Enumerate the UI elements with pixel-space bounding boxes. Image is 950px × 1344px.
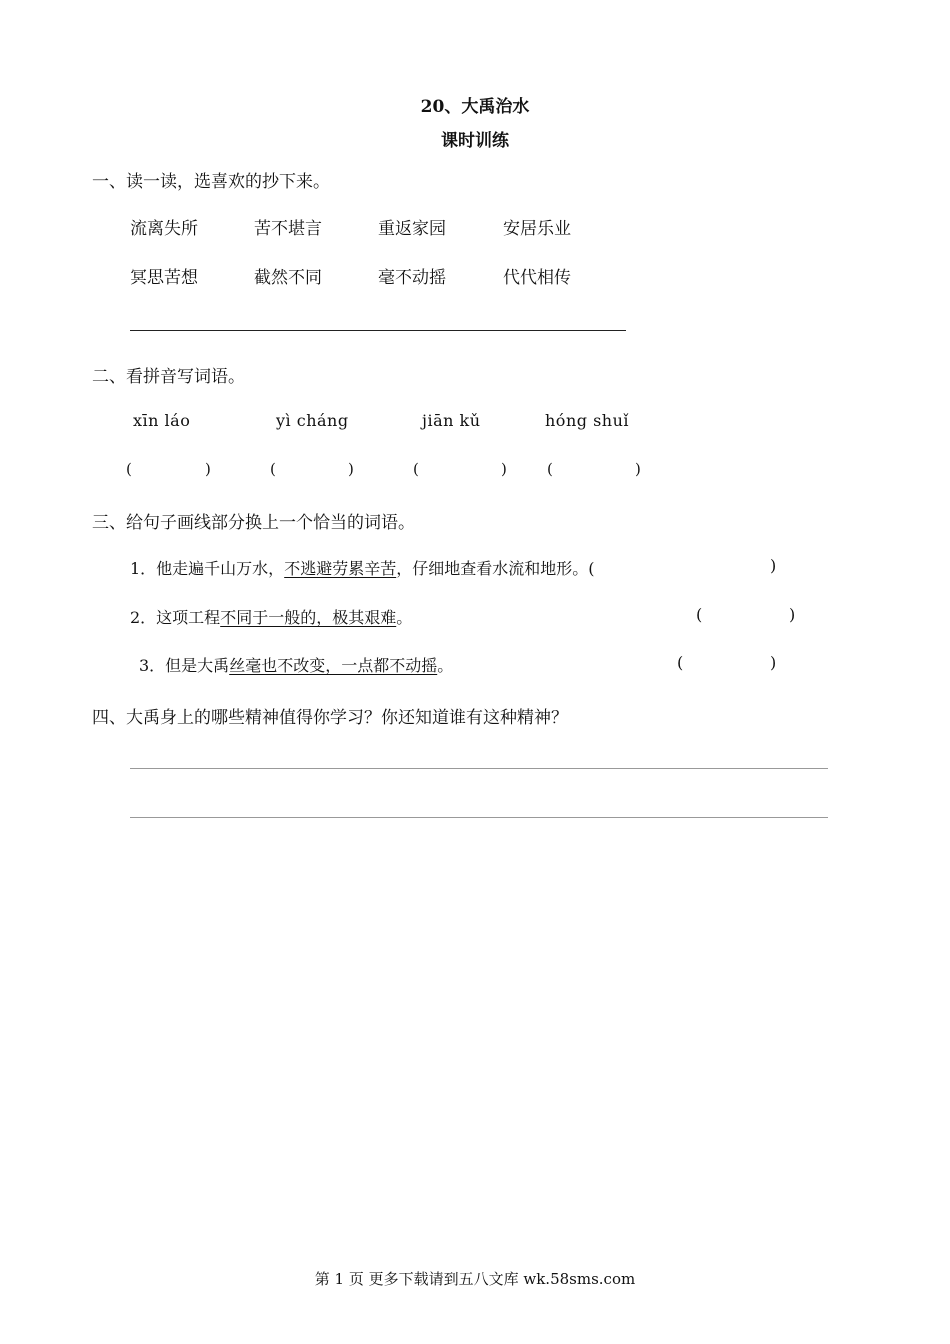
answer-open-paren: ( xyxy=(270,460,276,478)
question-text: 2．这项工程 xyxy=(130,608,221,627)
page-footer: 第 1 页 更多下载请到五八文库 wk.58sms.com xyxy=(314,1270,636,1288)
answer-open-paren: ( xyxy=(547,460,553,478)
answer-close-paren: ) xyxy=(789,605,796,624)
word-item: 安居乐业 xyxy=(503,219,571,239)
answer-open-paren: ( xyxy=(677,653,684,672)
word-item: 代代相传 xyxy=(503,268,571,288)
question-3 xyxy=(139,653,453,676)
answer-line[interactable] xyxy=(130,768,828,769)
answer-open-paren: ( xyxy=(126,460,132,478)
word-item: 截然不同 xyxy=(254,268,322,288)
pinyin-item: jiān kǔ xyxy=(422,411,481,430)
answer-line[interactable] xyxy=(130,817,828,818)
section2-heading: 二、看拼音写词语。 xyxy=(92,367,245,387)
word-item: 流离失所 xyxy=(130,219,198,239)
pinyin-item: yì cháng xyxy=(276,411,349,430)
answer-close-paren: ) xyxy=(205,460,211,478)
section1-heading: 一、读一读，选喜欢的抄下来。 xyxy=(92,172,330,192)
word-item: 毫不动摇 xyxy=(378,268,446,288)
underlined-phrase: 不同于一般的，极其艰难 xyxy=(220,608,397,627)
question-1 xyxy=(130,556,594,579)
underlined-phrase: 丝毫也不改变，一点都不动摇 xyxy=(229,656,438,675)
pinyin-item: xīn láo xyxy=(133,411,191,430)
answer-open-paren: ( xyxy=(413,460,419,478)
section4-heading: 四、大禹身上的哪些精神值得你学习？你还知道谁有这种精神？ xyxy=(92,708,568,728)
underlined-phrase: 不逃避劳累辛苦 xyxy=(284,559,397,578)
pinyin-item: hóng shuǐ xyxy=(545,411,630,430)
question-text: 1．他走遍千山万水， xyxy=(130,559,285,578)
word-item: 重返家园 xyxy=(378,219,446,239)
answer-close-paren: ) xyxy=(635,460,641,478)
answer-open-paren: ( xyxy=(696,605,703,624)
question-text: 3．但是大禹 xyxy=(139,656,230,675)
answer-close-paren: ) xyxy=(501,460,507,478)
answer-close-paren: ) xyxy=(770,653,777,672)
question-2 xyxy=(130,605,412,628)
question-text: 。 xyxy=(437,656,454,675)
word-item: 苦不堪言 xyxy=(254,219,322,239)
page-subtitle: 课时训练 xyxy=(441,131,509,151)
page-title: 20、大禹治水 xyxy=(420,97,530,117)
section3-heading: 三、给句子画线部分换上一个恰当的词语。 xyxy=(92,513,415,533)
answer-close-paren: ) xyxy=(770,556,777,575)
word-item: 冥思苦想 xyxy=(130,268,198,288)
answer-close-paren: ) xyxy=(348,460,354,478)
copy-answer-line[interactable] xyxy=(130,330,626,331)
question-text: 。 xyxy=(396,608,413,627)
question-text: ，仔细地查看水流和地形。( xyxy=(396,559,595,578)
